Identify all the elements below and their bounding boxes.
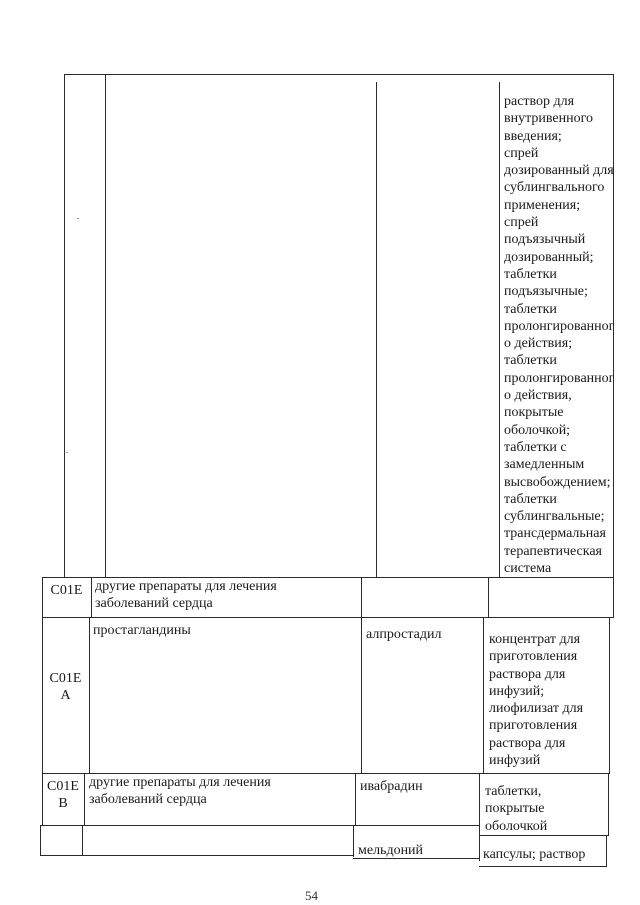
table-border-top	[64, 74, 614, 75]
row2-border-right	[609, 617, 610, 774]
atc-code-cell: C01E B	[47, 779, 79, 812]
scan-dot	[66, 452, 68, 453]
dosage-form-cell: таблетки, покрытые оболочкой	[485, 784, 548, 834]
row4-divider-inn	[479, 825, 480, 861]
row4-divider-name	[353, 825, 354, 857]
row4-border-top	[40, 825, 480, 826]
row4-divider-code	[82, 825, 83, 855]
row1-divider-code	[91, 577, 92, 617]
row2-border-top	[42, 617, 614, 618]
row2-divider-inn	[483, 617, 484, 773]
inn-cell: алпростадил	[366, 627, 442, 642]
dosage-form-cell: концентрат для приготовления раствора для инфузий; лиофилизат для приготовления раствора для инфузий	[489, 632, 584, 769]
row3-border-right	[608, 773, 609, 835]
atc-code-cell: C01E	[50, 583, 83, 598]
row2-divider-name	[361, 617, 362, 773]
row4-border-bottom-right	[479, 866, 607, 867]
group-name-cell: другие препараты для лечения заболеваний сердца	[95, 579, 277, 612]
row4-border-top-right	[479, 835, 609, 836]
row4-border-right	[606, 835, 607, 867]
page-number: 54	[305, 888, 318, 903]
row4-border-left	[40, 825, 41, 855]
row2-divider-code	[89, 617, 90, 773]
row0-divider-code	[105, 74, 106, 577]
inn-cell: мельдоний	[358, 843, 424, 858]
scan-dot	[77, 218, 79, 219]
row0-divider-name	[376, 82, 377, 577]
row1-divider-inn	[488, 577, 489, 617]
row1-divider-name	[361, 577, 362, 617]
inn-cell: ивабрадин	[360, 779, 423, 794]
row3-divider-code	[84, 773, 85, 825]
atc-code-cell: C01E A	[49, 671, 82, 704]
group-name-cell: другие препараты для лечения заболеваний сердца	[89, 775, 271, 808]
row3-divider-inn	[479, 773, 480, 825]
row0-border-left	[64, 74, 65, 577]
dosage-form-cell: капсулы; раствор	[483, 847, 586, 862]
group-name-cell: простагландины	[93, 623, 191, 638]
row3-divider-name	[355, 773, 356, 825]
dosage-form-cell: раствор для внутривенного введения; спрей дозированный для сублингвального применения; спрей подъязычный дозированный; таблетки подъязычные; таблетки пролонгированног о действия; таблетки пролонгированног о действия, покрытые оболочкой; таблетки с замедленным высвобождением; таблетки сублингвальные; трансдермальная терапевтическая система	[504, 94, 615, 577]
row4-border-bottom-left	[40, 855, 354, 856]
row0-divider-inn	[499, 82, 500, 577]
row1-border-right	[613, 577, 614, 617]
